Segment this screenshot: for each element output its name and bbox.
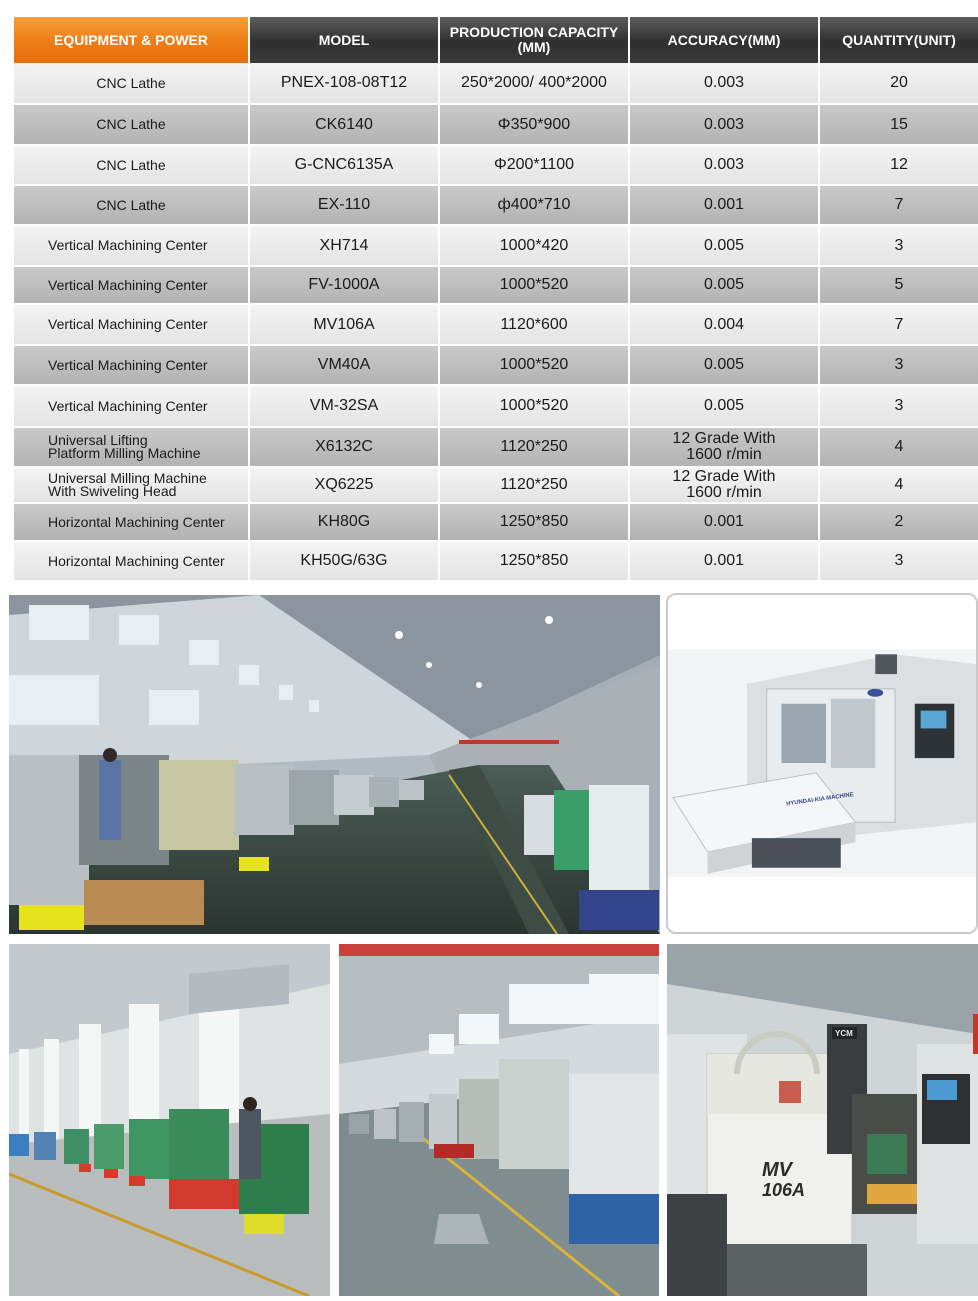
workshop-photo-vmc-aisle [339,944,659,1296]
quantity-cell: 20 [890,74,908,91]
model-cell: EX-110 [250,186,440,224]
model-cell: XH714 [250,226,440,265]
capacity-cell: ф400*710 [440,186,630,224]
capacity-cell: 1000*420 [440,226,630,265]
vmc-model-number: 106A [762,1180,806,1200]
accuracy-cell: 12 Grade With 1600 r/min [630,468,820,502]
vmc-closeup-photo [667,944,978,1296]
quantity-cell: 3 [894,236,904,254]
table-row [14,386,978,428]
vmc-model-line: MV [762,1159,792,1181]
accuracy-cell: 0.001 [630,542,820,580]
accuracy-cell: 0.003 [630,146,820,184]
header-equipment: EQUIPMENT & POWER [14,17,250,63]
table-row [14,226,978,267]
equipment-cell: Universal Lifting Platform Milling Machine [14,428,250,466]
accuracy-cell: 0.003 [630,105,820,144]
equipment-cell: Vertical Machining Center [14,267,250,303]
accuracy-cell: 0.003 [630,63,820,103]
header-model: MODEL [250,17,440,63]
capacity-cell: 1000*520 [440,267,630,303]
equipment-cell: Vertical Machining Center [14,226,250,265]
workshop-photo-milling [9,944,330,1296]
model-cell: KH80G [250,504,440,540]
table-row [14,267,978,305]
header-quantity: QUANTITY(UNIT) [820,17,978,63]
quantity-cell: 15 [890,115,908,133]
equipment-cell: CNC Lathe [14,105,250,144]
table-header-row [14,17,978,63]
table-row [14,346,978,386]
machine-brand-label: HYUNDAI-KIA MACHINE [785,792,855,808]
quantity-cell: 7 [894,315,904,333]
quantity-cell: 3 [894,552,904,569]
quantity-cell: 3 [894,397,904,414]
quantity-cell: 5 [894,276,904,293]
table-row [14,146,978,186]
ycm-badge: YCM [835,1029,853,1038]
table-row [14,63,978,105]
table-row [14,468,978,504]
accuracy-cell: 12 Grade With 1600 r/min [630,428,820,466]
accuracy-cell: 0.004 [630,305,820,344]
header-accuracy: ACCURACY(MM) [630,17,820,63]
table-row [14,186,978,226]
equipment-table [14,17,978,580]
model-cell: XQ6225 [250,468,440,502]
equipment-cell: Horizontal Machining Center [14,542,250,580]
machine-product-photo [666,593,978,934]
quantity-cell: 3 [894,356,904,373]
accuracy-cell: 0.005 [630,346,820,384]
accuracy-cell: 0.005 [630,226,820,265]
header-capacity: PRODUCTION CAPACITY (MM) [440,17,630,63]
model-cell: FV-1000A [250,267,440,303]
capacity-cell: Φ350*900 [440,105,630,144]
quantity-cell: 4 [894,438,904,455]
table-row [14,504,978,542]
model-cell: VM40A [250,346,440,384]
model-cell: VM-32SA [250,386,440,426]
workshop-photo-lathes [9,595,660,934]
equipment-cell: CNC Lathe [14,186,250,224]
model-cell: G-CNC6135A [250,146,440,184]
equipment-cell: Horizontal Machining Center [14,504,250,540]
model-cell: MV106A [250,305,440,344]
capacity-cell: 1250*850 [440,504,630,540]
table-row [14,305,978,346]
accuracy-cell: 0.001 [630,504,820,540]
table-row [14,105,978,146]
capacity-cell: 1000*520 [440,386,630,426]
equipment-cell: Vertical Machining Center [14,346,250,384]
quantity-cell: 7 [894,196,904,213]
quantity-cell: 4 [894,476,904,493]
capacity-cell: Φ200*1100 [440,146,630,184]
model-cell: PNEX-108-08T12 [250,63,440,103]
capacity-cell: 1120*250 [440,428,630,466]
equipment-cell: Vertical Machining Center [14,386,250,426]
table-row [14,542,978,580]
accuracy-cell: 0.001 [630,186,820,224]
model-cell: KH50G/63G [250,542,440,580]
capacity-cell: 250*2000/ 400*2000 [440,63,630,103]
model-cell: X6132C [250,428,440,466]
table-row [14,428,978,468]
capacity-cell: 1120*600 [440,305,630,344]
quantity-cell: 2 [894,513,904,530]
model-cell: CK6140 [250,105,440,144]
capacity-cell: 1120*250 [440,468,630,502]
capacity-cell: 1000*520 [440,346,630,384]
equipment-cell: Universal Milling Machine With Swiveling Head [14,468,250,502]
equipment-cell: CNC Lathe [14,63,250,103]
capacity-cell: 1250*850 [440,542,630,580]
accuracy-cell: 0.005 [630,267,820,303]
quantity-cell: 12 [890,156,908,173]
accuracy-cell: 0.005 [630,386,820,426]
equipment-cell: CNC Lathe [14,146,250,184]
equipment-cell: Vertical Machining Center [14,305,250,344]
